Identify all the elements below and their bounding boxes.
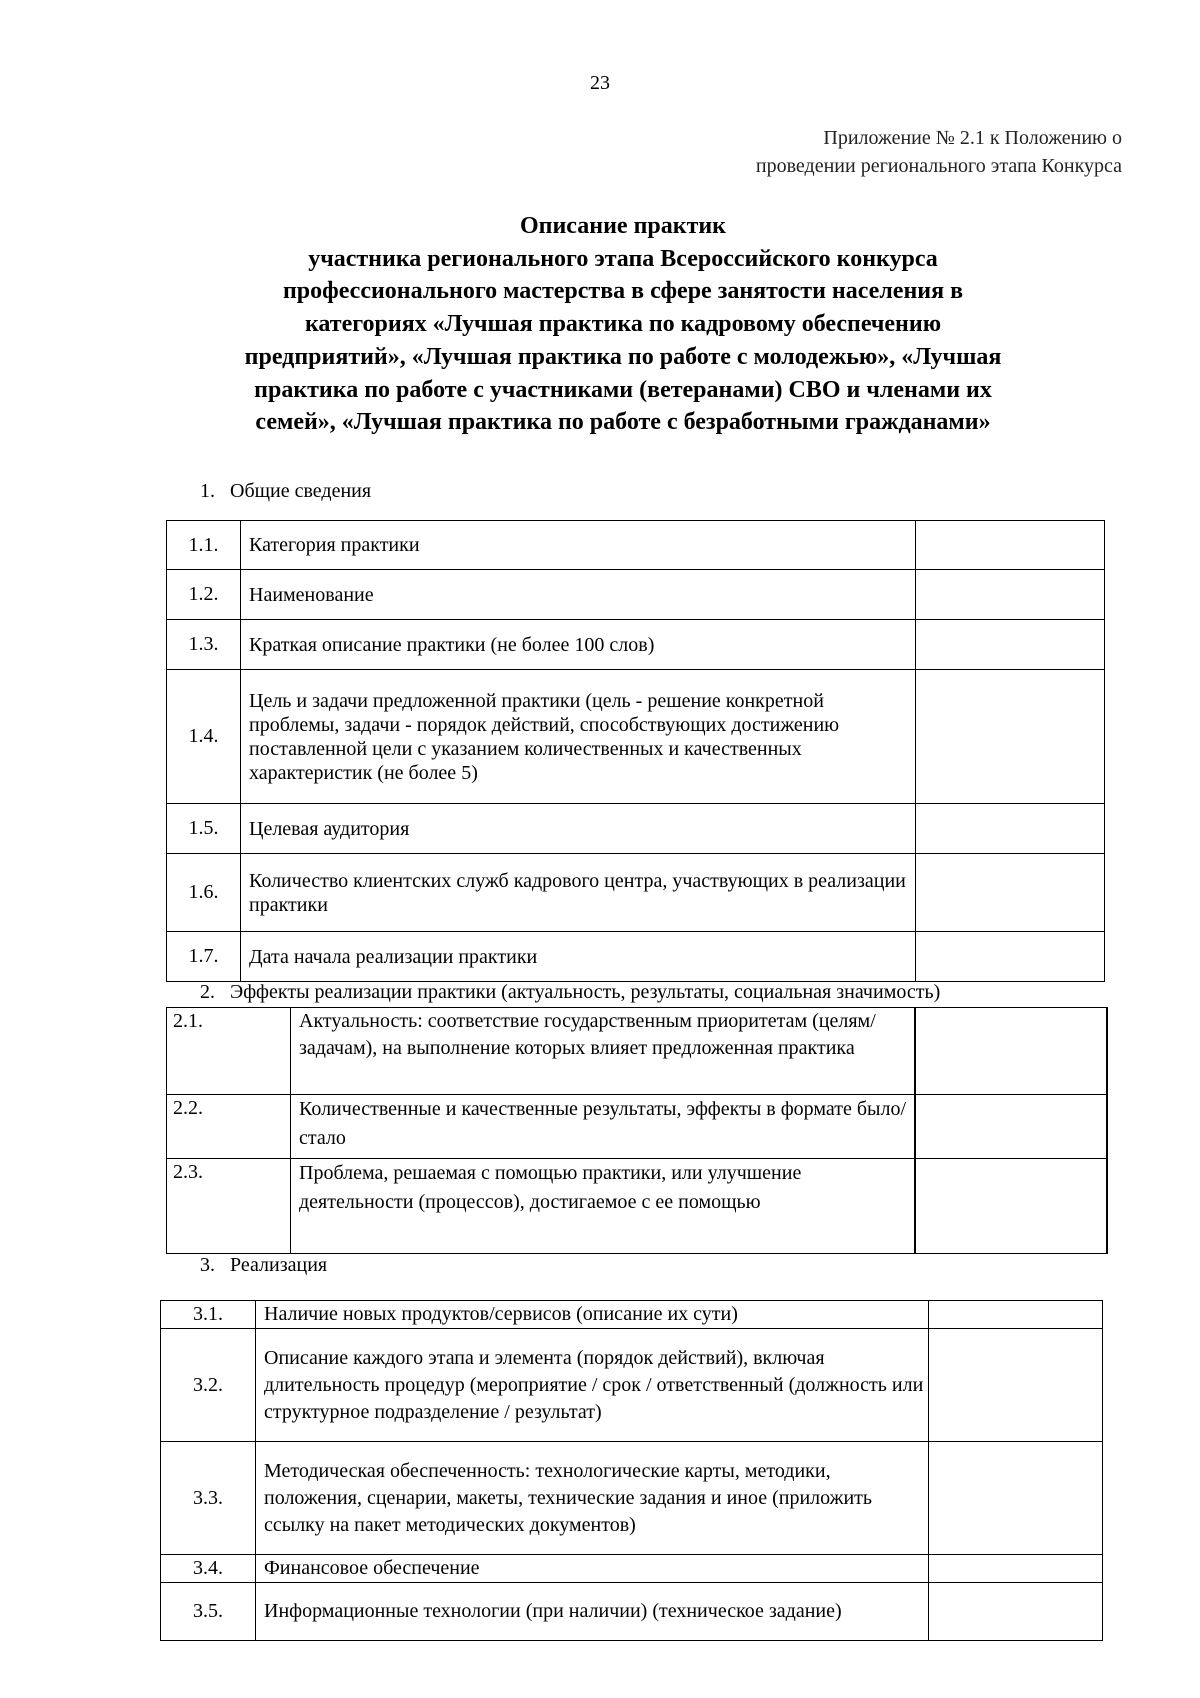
- value-cell[interactable]: [916, 670, 1105, 804]
- row-label: Категория практики: [241, 521, 916, 570]
- row-label: Методическая обеспеченность: технологические карты, методики, положения, сценарии, макеты, технические задания и иное (приложить ссылку на пакет методических документов): [256, 1442, 929, 1555]
- value-cell[interactable]: [915, 1095, 1107, 1159]
- row-number: 1.7.: [167, 932, 241, 982]
- title-line: практика по работе с участниками (ветеранами) СВО и членами их: [254, 376, 992, 403]
- value-cell[interactable]: [929, 1329, 1103, 1442]
- table-row: [167, 1159, 1107, 1254]
- row-number: 3.2.: [161, 1329, 256, 1442]
- section-title: Общие сведения: [230, 480, 372, 502]
- table-row: [167, 570, 1105, 620]
- row-number: 1.4.: [167, 670, 241, 804]
- value-cell[interactable]: [929, 1583, 1103, 1641]
- value-cell[interactable]: [916, 620, 1105, 670]
- table-row: [167, 1008, 1107, 1095]
- row-label: Краткая описание практики (не более 100 слов): [241, 620, 916, 670]
- row-number: 2.1.: [167, 1008, 291, 1095]
- value-cell[interactable]: [929, 1442, 1103, 1555]
- table-row: [167, 804, 1105, 854]
- row-label: Цель и задачи предложенной практики (цель - решение конкретной проблемы, задачи - порядок действий, способствующих достижению поставленной цели с указанием количественных и качественных характеристик (не более 5): [241, 670, 916, 804]
- appendix-line-2: проведении регионального этапа Конкурса: [755, 155, 1122, 177]
- appendix-line-1: Приложение № 2.1 к Положению о: [823, 127, 1122, 149]
- table-row: [167, 521, 1105, 570]
- table-row: [167, 670, 1105, 804]
- value-cell[interactable]: [916, 570, 1105, 620]
- row-number: 3.1.: [161, 1301, 256, 1329]
- table-row: [161, 1442, 1103, 1555]
- row-number: 3.5.: [161, 1583, 256, 1641]
- title-line: семей», «Лучшая практика по работе с безработными гражданами»: [255, 409, 991, 436]
- appendix-reference: [602, 124, 1122, 180]
- effects-table: [166, 1007, 1108, 1254]
- row-number: 3.3.: [161, 1442, 256, 1555]
- section-heading-3: [200, 1254, 327, 1277]
- table-row: [167, 854, 1105, 932]
- table-row: [167, 620, 1105, 670]
- table-row: [161, 1555, 1103, 1583]
- row-label: Актуальность: соответствие государственным приоритетам (целям/задачам), на выполнение которых влияет предложенная практика: [291, 1008, 915, 1095]
- section-title: Эффекты реализации практики (актуальность, результаты, социальная значимость): [230, 981, 941, 1003]
- row-number: 2.2.: [167, 1095, 291, 1159]
- section-number: 3.: [200, 1254, 215, 1276]
- section-number: 1.: [200, 480, 215, 502]
- row-label: Описание каждого этапа и элемента (порядок действий), включая длительность процедур (мероприятие / срок / ответственный (должность или структурное подразделение / результат): [256, 1329, 929, 1442]
- row-label: Целевая аудитория: [241, 804, 916, 854]
- row-label: Дата начала реализации практики: [241, 932, 916, 982]
- value-cell[interactable]: [915, 1159, 1107, 1254]
- title-line: участника регионального этапа Всероссийского конкурса: [308, 245, 938, 272]
- row-label: Проблема, решаемая с помощью практики, или улучшение деятельности (процессов), достигаемое с ее помощью: [291, 1159, 915, 1254]
- title-line: профессионального мастерства в сфере занятости населения в: [282, 278, 964, 305]
- value-cell[interactable]: [929, 1301, 1103, 1329]
- value-cell[interactable]: [916, 804, 1105, 854]
- row-label: Количество клиентских служб кадрового центра, участвующих в реализации практики: [241, 854, 916, 932]
- title-line: Описание практик: [519, 213, 727, 239]
- section-heading-2: [200, 981, 940, 1004]
- row-label: Информационные технологии (при наличии) (техническое задание): [256, 1583, 929, 1641]
- general-info-table: [166, 520, 1105, 982]
- value-cell[interactable]: [916, 854, 1105, 932]
- title-line: категориях «Лучшая практика по кадровому обеспечению: [304, 311, 942, 338]
- row-number: 3.4.: [161, 1555, 256, 1583]
- value-cell[interactable]: [915, 1008, 1107, 1095]
- section-heading-1: [200, 480, 371, 503]
- row-label: Финансовое обеспечение: [256, 1555, 929, 1583]
- document-title: [150, 210, 1096, 439]
- row-number: 1.1.: [167, 521, 241, 570]
- table-row: [167, 1095, 1107, 1159]
- row-number: 1.2.: [167, 570, 241, 620]
- table-row: [161, 1329, 1103, 1442]
- row-number: 1.5.: [167, 804, 241, 854]
- row-label: Наименование: [241, 570, 916, 620]
- value-cell[interactable]: [916, 932, 1105, 982]
- row-number: 1.3.: [167, 620, 241, 670]
- implementation-table: [160, 1300, 1103, 1641]
- table-row: [167, 932, 1105, 982]
- table-row: [161, 1301, 1103, 1329]
- value-cell[interactable]: [929, 1555, 1103, 1583]
- page-number: 23: [590, 72, 610, 94]
- row-number: 1.6.: [167, 854, 241, 932]
- row-label: Наличие новых продуктов/сервисов (описание их сути): [256, 1301, 929, 1329]
- value-cell[interactable]: [916, 521, 1105, 570]
- table-row: [161, 1583, 1103, 1641]
- row-number: 2.3.: [167, 1159, 291, 1254]
- row-label: Количественные и качественные результаты, эффекты в формате было/стало: [291, 1095, 915, 1159]
- title-line: предприятий», «Лучшая практика по работе с молодежью», «Лучшая: [244, 343, 1002, 370]
- section-title: Реализация: [230, 1254, 328, 1276]
- section-number: 2.: [200, 981, 215, 1003]
